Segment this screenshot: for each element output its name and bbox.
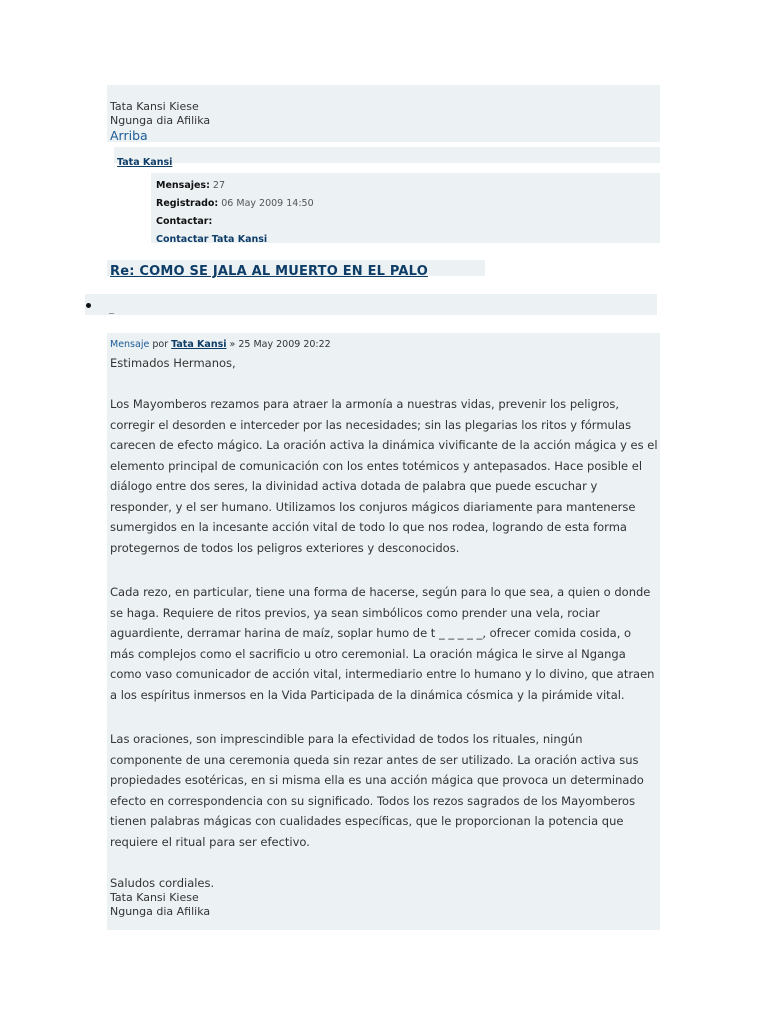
posts-count-row: Mensajes: 27	[156, 180, 226, 191]
closing-greeting: Saludos cordiales.	[110, 876, 215, 890]
registered-row: Registrado: 06 May 2009 14:50	[156, 198, 314, 209]
dash-mark	[109, 313, 114, 314]
contact-row: Contactar:	[156, 216, 213, 227]
back-to-top-link[interactable]: Arriba	[110, 128, 148, 143]
post-paragraph-1: Los Mayomberos rezamos para atraer la armonía a nuestras vidas, prevenir los peligros, corregir el desorden e interceder por las necesidades; sin las plegarias los ritos y fórmulas carecen de efecto mágico. La oración activa la dinámica vivificante de la acción mágica y es el elemento principal de comunicación con los entes totémicos y antepasados. Hace posible el diálogo entre dos seres, la divinidad activa dotada de palabra que puede escuchar y responder, y el ser humano. Utilizamos los conjuros mágicos diariamente para mantenerse sumergidos en la incesante acción vital de todo lo que nos rodea, logrando de esta forma protegernos de todos los peligros exteriores y desconocidos.	[110, 397, 658, 555]
author-profile-info	[151, 173, 660, 243]
post-meta: Mensaje por Tata Kansi » 25 May 2009 20:22	[110, 339, 331, 350]
posts-count: 27	[212, 180, 226, 191]
post-date: » 25 May 2009 20:22	[226, 339, 331, 350]
post-title-link[interactable]: Re: COMO SE JALA AL MUERTO EN EL PALO	[110, 264, 428, 279]
post-meta-label: Mensaje	[110, 339, 150, 350]
contact-link-row	[156, 231, 660, 249]
previous-post-signature	[107, 85, 660, 142]
contact-author-link[interactable]: Contactar Tata Kansi	[156, 234, 268, 245]
author-bar	[114, 147, 660, 168]
registered-date: 06 May 2009 14:50	[221, 198, 314, 209]
post-greeting: Estimados Hermanos,	[110, 356, 236, 370]
post-author-link[interactable]: Tata Kansi	[171, 339, 227, 350]
bullet-dot	[86, 303, 91, 308]
signature-title: Ngunga dia Afilika	[110, 114, 211, 127]
post-closing	[110, 876, 660, 920]
closing-signature-title: Ngunga dia Afilika	[110, 905, 211, 918]
author-name-link[interactable]: Tata Kansi	[117, 157, 173, 168]
post-title-bar	[107, 260, 485, 279]
post-body	[107, 333, 660, 930]
post-paragraph-3: Las oraciones, son imprescindible para la efectividad de todos los rituales, ningún componente de una ceremonia queda sin rezar antes de ser utilizado. La oración activa sus propiedades esotéricas, en si misma ella es una acción mágica que provoca un determinado efecto en correspondencia con su significado. Todos los rezos sagrados de los Mayomberos tienen palabras mágicas con cualidades específicas, que le proporcionan la potencia que requiere el ritual para ser efectivo.	[110, 732, 644, 849]
separator-bar	[85, 294, 657, 315]
signature-name: Tata Kansi Kiese	[110, 100, 199, 113]
closing-signature-name: Tata Kansi Kiese	[110, 890, 199, 904]
post-paragraph-2: Cada rezo, en particular, tiene una forma de hacerse, según para lo que sea, a quien o donde se haga. Requiere de ritos previos, ya sean simbólicos como prender una vela, rociar aguardiente, derramar harina de maíz, soplar humo de t _ _ _ _ _, ofrecer comida cosida, o más complejos como el sacrificio u otro ceremonial. La oración mágica le sirve al Nganga como vaso comunicador de acción vital, intermediario entre lo humano y lo divino, que atraen a los espíritus inmersos en la Vida Participada de la dinámica cósmica y la pirámide vital.	[110, 585, 655, 702]
